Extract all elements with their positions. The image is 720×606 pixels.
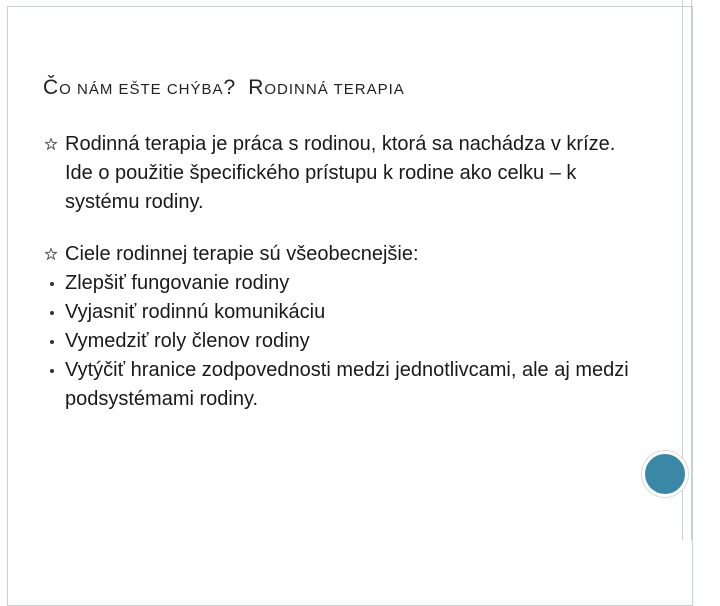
right-border-line	[691, 0, 692, 540]
bullet-paragraph	[44, 240, 644, 269]
dot-bullet-icon	[50, 282, 54, 286]
dot-bullet-icon	[50, 311, 54, 315]
goal-text: Vymedziť roly členov rodiny	[65, 330, 310, 352]
bullet-paragraph	[44, 130, 644, 217]
paragraph-text: Rodinná terapia je práca s rodinou, ktorá sa nachádza v kríze. Ide o použitie špecifického prístupu k rodine ako celku – k systému rodiny.	[65, 133, 616, 213]
goal-text: Zlepšiť fungovanie rodiny	[65, 272, 290, 294]
dot-bullet-icon	[50, 340, 54, 344]
goal-text: Vytýčiť hranice zodpovednosti medzi jednotlivcami, ale aj medzi podsystémami rodiny.	[65, 359, 629, 410]
list-item	[44, 269, 644, 298]
star-bullet-icon	[44, 130, 58, 159]
dot-bullet-icon	[50, 369, 54, 373]
goal-text: Vyjasniť rodinnú komunikáciu	[65, 301, 326, 323]
list-item	[44, 298, 644, 327]
list-item	[44, 356, 644, 414]
list-item	[44, 327, 644, 356]
slide-title: ČO NÁM EŠTE CHÝBA? RODINNÁ TERAPIA	[43, 76, 405, 99]
decorative-circle	[642, 451, 688, 497]
paragraph-text: Ciele rodinnej terapie sú všeobecnejšie:	[65, 243, 419, 265]
star-bullet-icon	[44, 240, 58, 269]
slide-body	[44, 130, 644, 414]
